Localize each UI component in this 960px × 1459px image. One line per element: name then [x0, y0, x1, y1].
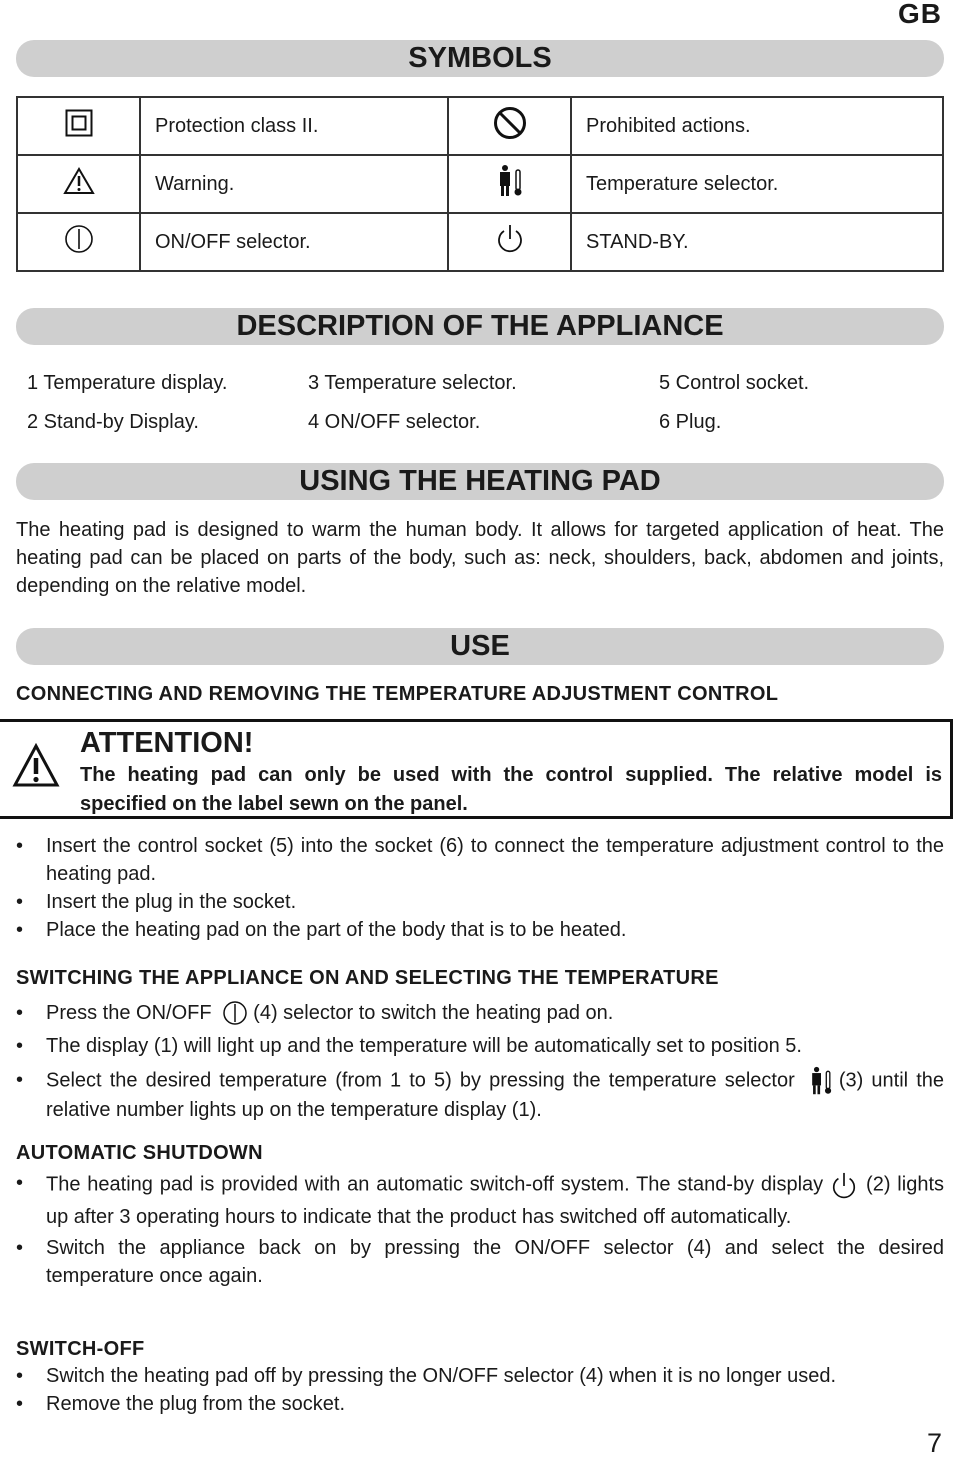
switching-bullet-list: [16, 998, 944, 1124]
temperature-selector-icon: [495, 164, 525, 198]
list-item: [16, 1390, 944, 1418]
list-item-text: Switch the heating pad off by pressing the ON/OFF selector (4) when it is no longer used.: [46, 1365, 837, 1387]
symbol-label: Protection class II.: [140, 97, 448, 155]
symbols-row: [17, 155, 943, 213]
switching-heading: SWITCHING THE APPLIANCE ON AND SELECTING THE TEMPERATURE: [16, 967, 719, 989]
description-item: 5 Control socket.: [659, 372, 810, 394]
bullet-mark: •: [16, 1172, 24, 1194]
list-item-text: The display (1) will light up and the temperature will be automatically set to position 5.: [46, 1035, 802, 1057]
symbol-label: Prohibited actions.: [571, 97, 943, 155]
symbol-cell: [17, 97, 140, 155]
symbol-cell: [17, 155, 140, 213]
list-item-text: The heating pad is provided with an automatic switch-off system. The stand-by display: [46, 1173, 824, 1196]
standby-icon: [495, 223, 525, 255]
list-item-text: Press the ON/OFF: [46, 1002, 212, 1024]
bullet-mark: •: [16, 1035, 24, 1057]
bullet-mark: •: [16, 1069, 24, 1091]
page-number: 7: [926, 1428, 942, 1458]
list-item-text: (4) selector to switch the heating pad on.: [253, 1002, 614, 1024]
list-item: [16, 1234, 944, 1290]
list-item: [16, 1032, 944, 1060]
language-code: GB: [898, 0, 942, 29]
list-item: [16, 998, 944, 1028]
symbol-cell: [17, 213, 140, 271]
using-heading: USING THE HEATING PAD: [16, 463, 944, 500]
list-item-text: Insert the control socket (5) into the socket (6) to connect the temperature adjustment control to the heating pad.: [46, 835, 944, 885]
switch-off-heading: SWITCH-OFF: [16, 1338, 145, 1360]
symbol-cell: [448, 97, 571, 155]
list-item-text: Remove the plug from the socket.: [46, 1393, 346, 1415]
symbols-table: [16, 96, 944, 272]
temperature-selector-icon: [807, 1066, 835, 1096]
list-item-text: (3) until the relative number lights up on the temperature display (1).: [46, 1069, 944, 1121]
list-item: [16, 916, 944, 944]
description-item: 4 ON/OFF selector.: [308, 411, 481, 433]
bullet-mark: •: [16, 1002, 24, 1024]
switch-off-bullet-list: [16, 1362, 944, 1418]
list-item: [16, 832, 944, 888]
using-paragraph: The heating pad is designed to warm the human body. It allows for targeted application of heat. The heating pad can be placed on parts of the body, such as: neck, shoulders, back, abdomen and joints, depending on the relative model.: [16, 519, 944, 597]
on-off-selector-icon: [223, 1000, 247, 1028]
symbol-label: ON/OFF selector.: [140, 213, 448, 271]
protection-class-ii-icon: [65, 109, 93, 137]
symbol-label: Warning.: [140, 155, 448, 213]
description-item: 2 Stand-by Display.: [27, 411, 199, 433]
description-item: 6 Plug.: [659, 411, 722, 433]
auto-shutdown-heading: AUTOMATIC SHUTDOWN: [16, 1142, 263, 1164]
attention-text: The heating pad can only be used with the control supplied. The relative model is specified on the label sewn on the panel.: [80, 764, 942, 815]
list-item-text: (2) lights up after 3 operating hours to indicate that the product has switched off automatically.: [46, 1173, 944, 1228]
description-heading: DESCRIPTION OF THE APPLIANCE: [16, 308, 944, 345]
prohibited-icon: [493, 106, 527, 140]
list-item-text: Select the desired temperature (from 1 to 5) by pressing the temperature selector: [46, 1069, 795, 1092]
bullet-mark: •: [16, 919, 24, 941]
bullet-mark: •: [16, 1237, 24, 1259]
warning-icon: [12, 743, 60, 789]
symbols-heading: SYMBOLS: [16, 40, 944, 77]
symbols-row: [17, 213, 943, 271]
list-item: [16, 888, 944, 916]
attention-title: ATTENTION!: [80, 727, 254, 759]
list-item-text: Place the heating pad on the part of the body that is to be heated.: [46, 919, 627, 941]
bullet-mark: •: [16, 1365, 24, 1387]
symbol-label: Temperature selector.: [571, 155, 943, 213]
connect-heading: CONNECTING AND REMOVING THE TEMPERATURE ADJUSTMENT CONTROL: [16, 683, 779, 705]
standby-icon: [830, 1170, 858, 1202]
symbol-cell: [448, 213, 571, 271]
symbols-row: [17, 97, 943, 155]
use-heading: USE: [16, 628, 944, 665]
list-item-text: Insert the plug in the socket.: [46, 891, 297, 913]
list-item: [16, 1066, 944, 1124]
connect-bullet-list: [16, 832, 944, 944]
list-item-text: Switch the appliance back on by pressing the ON/OFF selector (4) and select the desired temperature once again.: [46, 1237, 944, 1287]
description-item: 3 Temperature selector.: [308, 372, 517, 394]
list-item: [16, 1168, 944, 1232]
symbol-cell: [448, 155, 571, 213]
on-off-selector-icon: [64, 224, 94, 254]
list-item: [16, 1362, 944, 1390]
warning-icon: [63, 167, 95, 195]
auto-shutdown-bullet-list: [16, 1168, 944, 1290]
bullet-mark: •: [16, 835, 24, 857]
bullet-mark: •: [16, 891, 24, 913]
description-item: 1 Temperature display.: [27, 372, 228, 394]
bullet-mark: •: [16, 1393, 24, 1415]
symbol-label: STAND-BY.: [571, 213, 943, 271]
